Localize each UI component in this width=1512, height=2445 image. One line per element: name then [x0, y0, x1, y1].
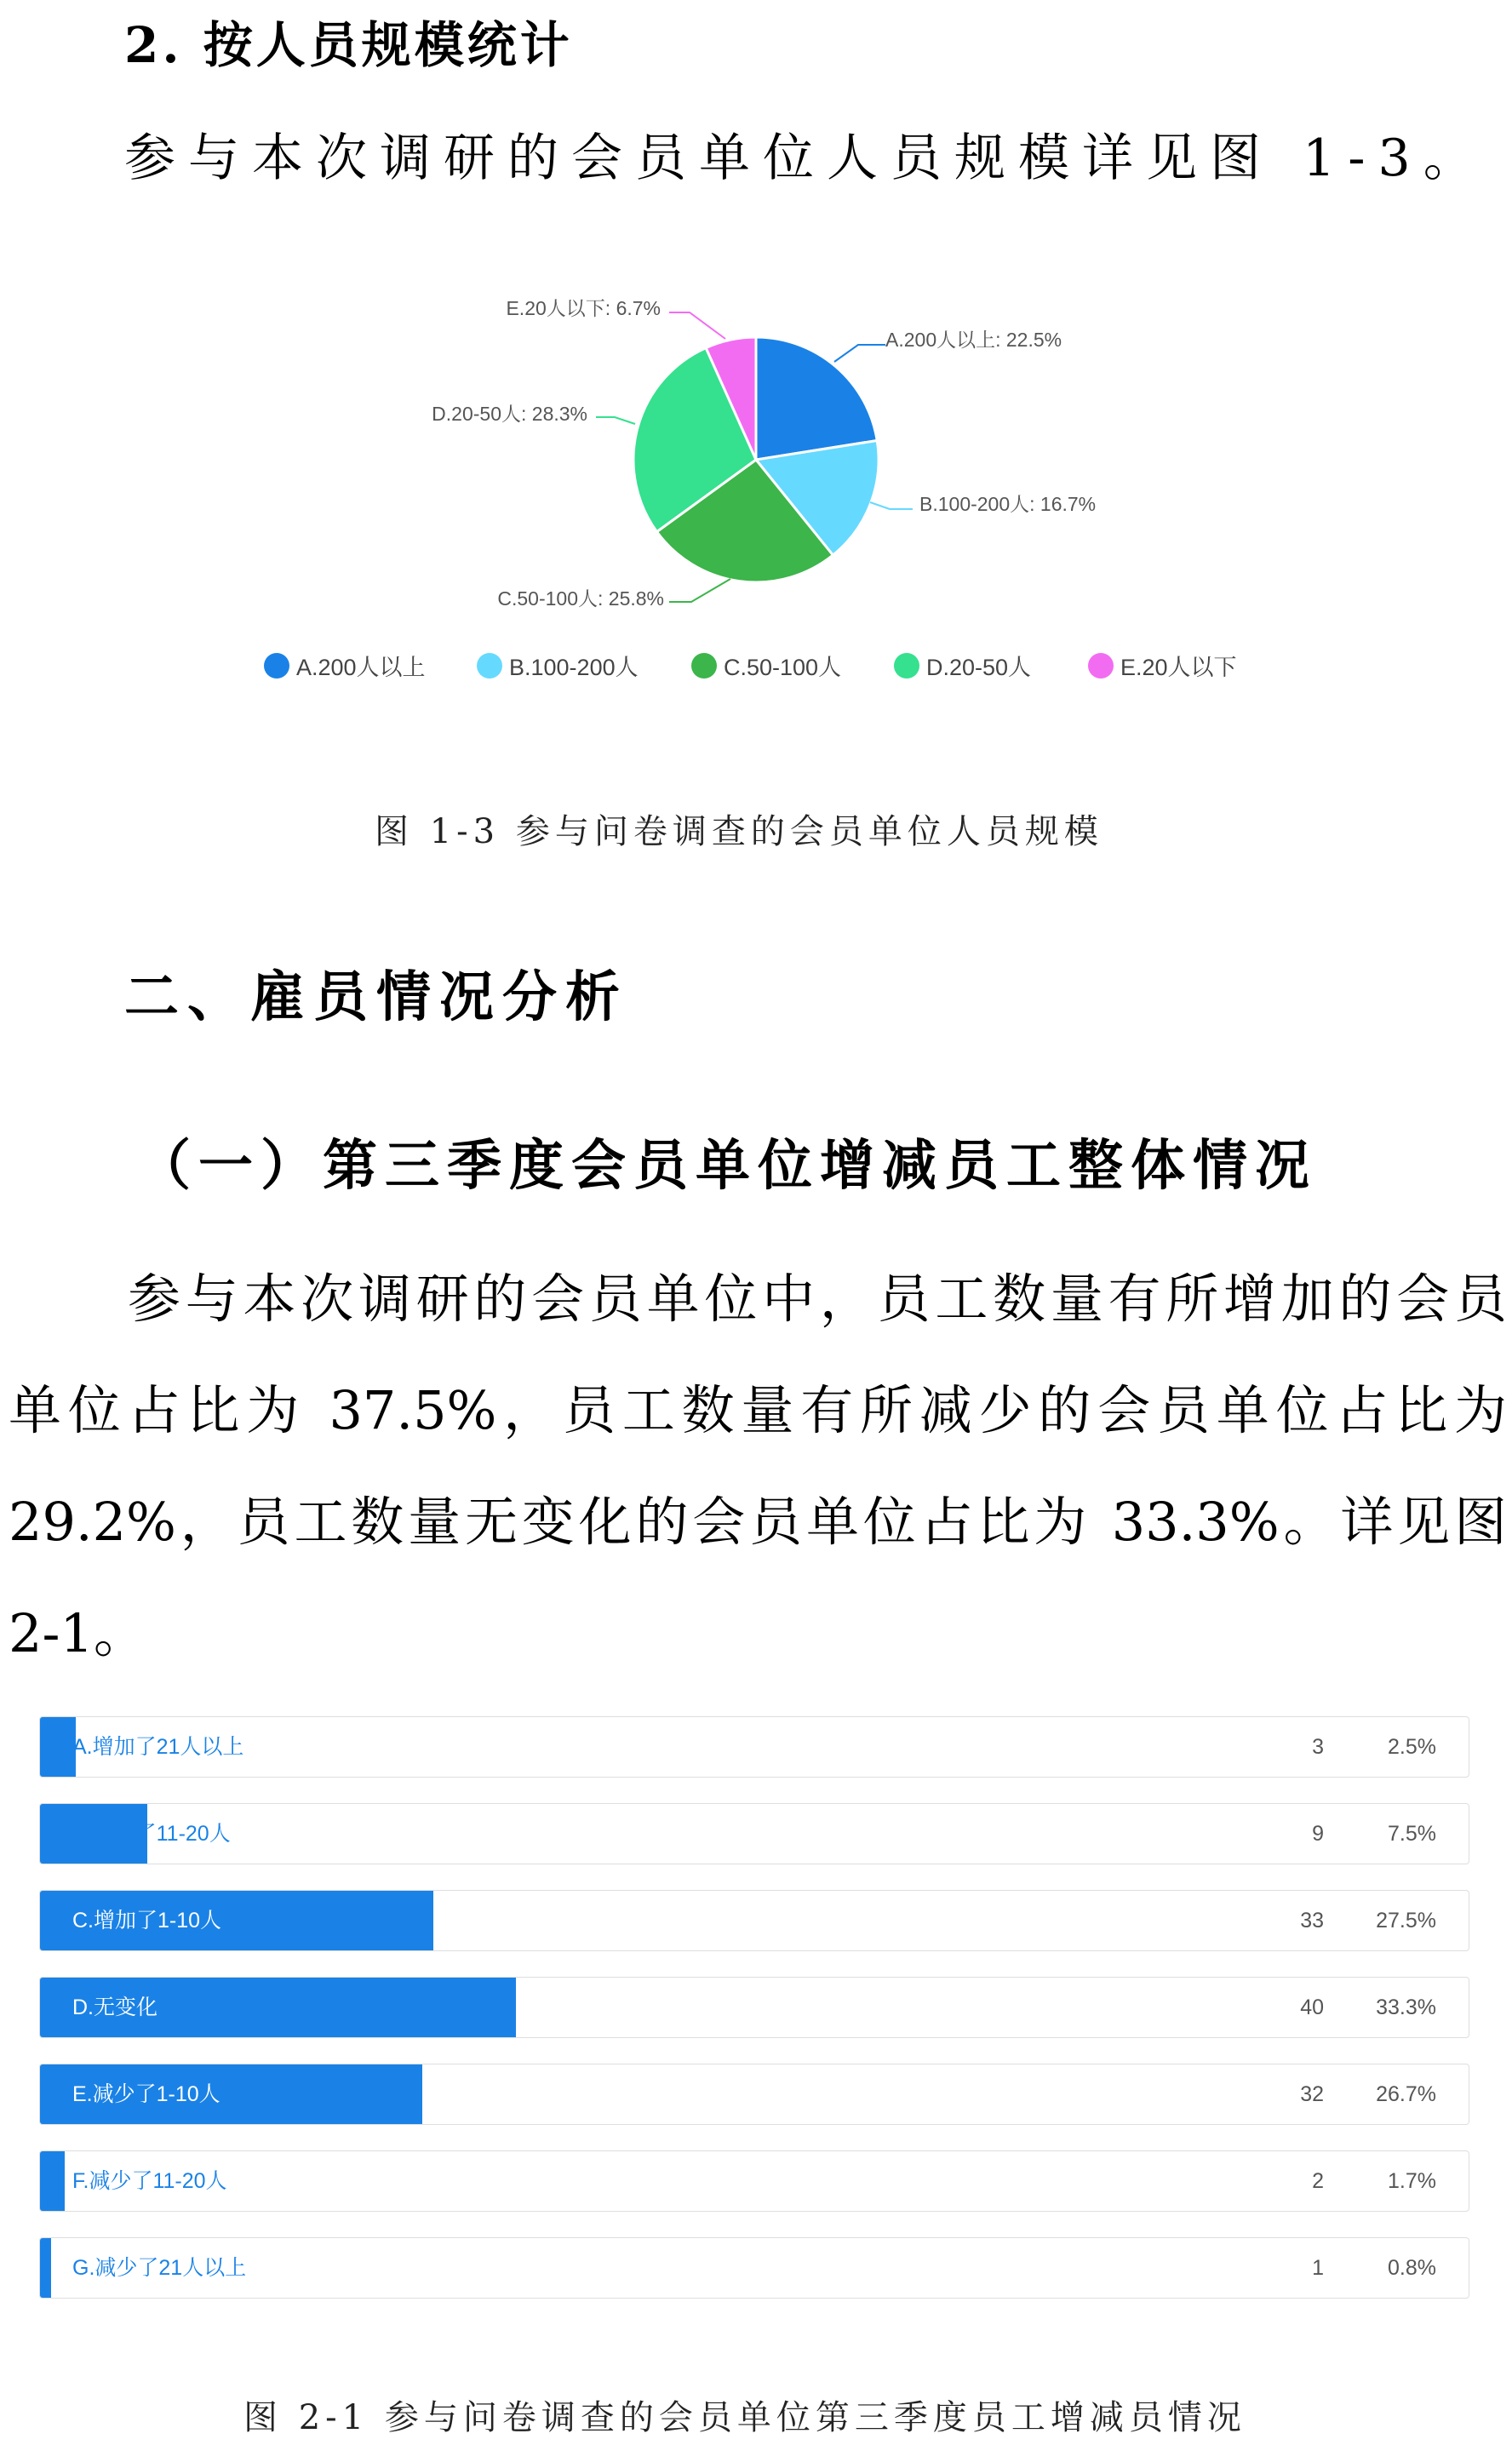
paragraph-intro: 参与本次调研的会员单位人员规模详见图 1-3。 — [124, 129, 1487, 188]
chapter-heading: 二、雇员情况分析 — [124, 965, 628, 1029]
bar-fill — [40, 1717, 76, 1777]
legend-item[interactable] — [894, 649, 1031, 682]
bar-count: 3 — [1312, 1735, 1324, 1759]
bar-row — [39, 1803, 1469, 1864]
bar-label: A.增加了21人以上 — [72, 1735, 244, 1759]
legend-label: C.50-100人 — [724, 655, 842, 680]
bar-row — [39, 2237, 1469, 2299]
bar-percent: 27.5% — [1376, 1909, 1436, 1933]
pie-slice-label: C.50-100人: 25.8% — [497, 587, 664, 610]
legend-item[interactable] — [264, 649, 426, 682]
bar-row — [39, 1977, 1469, 2038]
bar-label: F.减少了11-20人 — [72, 2169, 227, 2193]
paragraph-summary — [9, 1243, 1507, 1689]
legend-dot-icon — [1088, 653, 1114, 679]
bar-percent: 2.5% — [1388, 1735, 1436, 1759]
pie-leader-line — [870, 502, 913, 509]
pie-slice-label: E.20人以下: 6.7% — [506, 297, 661, 319]
bar-percent: 1.7% — [1388, 2169, 1436, 2193]
bar-count: 32 — [1300, 2082, 1324, 2106]
bar-percent: 33.3% — [1376, 1996, 1436, 2019]
paragraph-line: 2-1。 — [9, 1602, 146, 1664]
legend-item[interactable] — [1088, 649, 1237, 682]
pie-slice-label: B.100-200人: 16.7% — [919, 493, 1097, 515]
section-heading: 2. 按人员规模统计 — [124, 16, 573, 74]
pie-legend — [0, 649, 1512, 683]
legend-label: B.100-200人 — [509, 655, 639, 680]
pie-leader-line — [669, 579, 730, 602]
bar-percent: 0.8% — [1388, 2256, 1436, 2280]
bar-label: D.无变化 — [72, 1996, 158, 2019]
pie-slice-label: A.200人以上: 22.5% — [885, 329, 1062, 351]
bar-fill — [40, 2151, 65, 2211]
pie-slice-label: D.20-50人: 28.3% — [432, 403, 587, 425]
pie-slice — [756, 337, 877, 460]
bar-label: G.减少了21人以上 — [72, 2256, 247, 2280]
legend-dot-icon — [477, 653, 502, 679]
pie-caption: 图 1-3 参与问卷调查的会员单位人员规模 — [375, 812, 1103, 851]
bar-label: E.减少了1-10人 — [72, 2082, 220, 2106]
bar-label: B.增加了11-20人 — [72, 1822, 231, 1846]
bar-count: 2 — [1312, 2169, 1324, 2193]
paragraph-line: 参与本次调研的会员单位中，员工数量有所增加的会员 — [128, 1268, 1507, 1330]
legend-dot-icon — [691, 653, 717, 679]
bar-label: C.增加了1-10人 — [72, 1909, 222, 1933]
bar-percent: 7.5% — [1388, 1822, 1436, 1846]
bar-count: 33 — [1300, 1909, 1324, 1933]
legend-item[interactable] — [477, 649, 639, 682]
legend-item[interactable] — [691, 649, 841, 682]
sub-heading: （一）第三季度会员单位增减员工整体情况 — [136, 1134, 1317, 1198]
legend-label: A.200人以上 — [296, 655, 426, 680]
legend-label: D.20-50人 — [926, 655, 1032, 680]
bar-row — [39, 1716, 1469, 1778]
bar-percent: 26.7% — [1376, 2082, 1436, 2106]
paragraph-line: 29.2%，员工数量无变化的会员单位占比为 33.3%。详见图 — [9, 1491, 1507, 1553]
legend-dot-icon — [264, 653, 289, 679]
legend-dot-icon — [894, 653, 919, 679]
legend-label: E.20人以下 — [1120, 655, 1237, 680]
bar-caption: 图 2-1 参与问卷调查的会员单位第三季度员工增减员情况 — [243, 2398, 1246, 2437]
pie-leader-line — [596, 417, 635, 424]
paragraph-line: 单位占比为 37.5%，员工数量有所减少的会员单位占比为 — [9, 1379, 1507, 1441]
bar-fill — [40, 2238, 51, 2298]
bar-count: 9 — [1312, 1822, 1324, 1846]
bar-count: 40 — [1300, 1996, 1324, 2019]
pie-leader-line — [669, 312, 725, 339]
pie-chart — [0, 281, 1512, 638]
bar-row — [39, 2064, 1469, 2125]
bar-row — [39, 2150, 1469, 2212]
bar-row — [39, 1890, 1469, 1951]
bar-count: 1 — [1312, 2256, 1324, 2280]
pie-leader-line — [834, 345, 885, 362]
